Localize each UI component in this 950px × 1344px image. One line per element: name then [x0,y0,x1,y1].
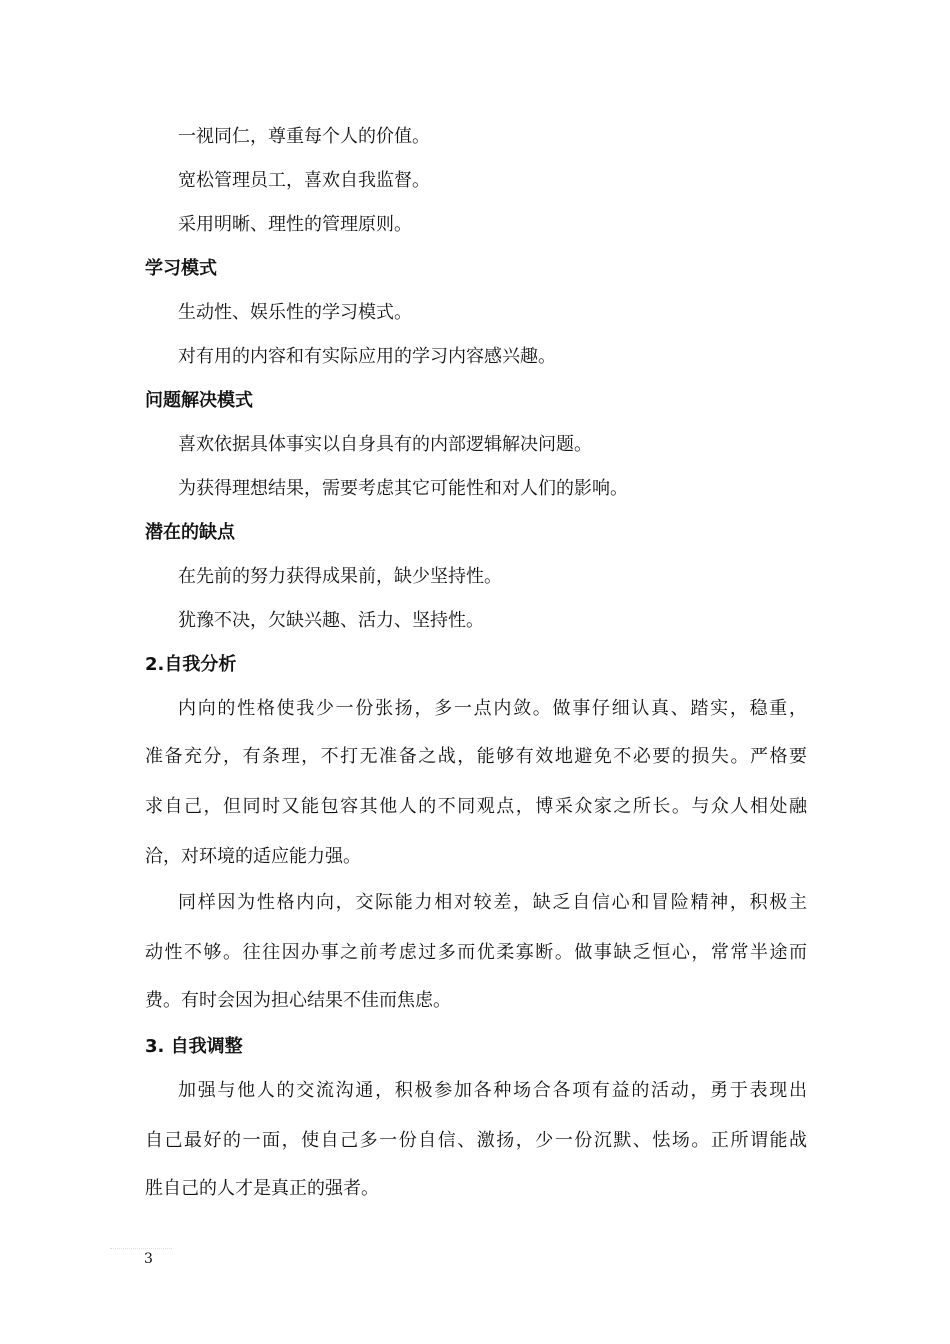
section-heading-self-analysis: 2.自我分析 [145,654,237,675]
section-heading-problem-solving: 问题解决模式 [145,390,253,411]
paragraph-line: 求自己，但同时又能包容其他人的不同观点，博采众家之所长。与众人相处融 [145,796,807,817]
paragraph-line: 加强与他人的交流沟通，积极参加各种场合各项有益的活动，勇于表现出 [178,1080,807,1101]
page-number: 3 [144,1251,153,1267]
body-line: 喜欢依据具体事实以自身具有的内部逻辑解决问题。 [178,434,592,455]
section-heading-self-adjustment: 3. 自我调整 [145,1036,243,1057]
body-line: 宽松管理员工，喜欢自我监督。 [178,170,430,191]
section-heading-learning-mode: 学习模式 [145,258,217,279]
footer-divider [110,1248,172,1249]
body-line: 采用明晰、理性的管理原则。 [178,214,412,235]
paragraph-line: 同样因为性格内向，交际能力相对较差，缺乏自信心和冒险精神，积极主 [178,892,807,913]
paragraph-line: 胜自己的人才是真正的强者。 [145,1178,379,1199]
paragraph-line: 洽，对环境的适应能力强。 [145,846,361,867]
paragraph-line: 内向的性格使我少一份张扬，多一点内敛。做事仔细认真、踏实，稳重， [178,698,807,719]
body-line: 在先前的努力获得成果前，缺少坚持性。 [178,566,502,587]
body-line: 为获得理想结果，需要考虑其它可能性和对人们的影响。 [178,478,628,499]
section-heading-potential-weakness: 潜在的缺点 [145,522,235,543]
body-line: 一视同仁，尊重每个人的价值。 [178,126,430,147]
paragraph-line: 自己最好的一面，使自己多一份自信、激扬，少一份沉默、怯场。正所谓能战 [145,1130,807,1151]
body-line: 对有用的内容和有实际应用的学习内容感兴趣。 [178,346,556,367]
paragraph-line: 动性不够。往往因办事之前考虑过多而优柔寡断。做事缺乏恒心，常常半途而 [145,942,807,963]
body-line: 生动性、娱乐性的学习模式。 [178,302,412,323]
paragraph-line: 费。有时会因为担心结果不佳而焦虑。 [145,990,451,1011]
body-line: 犹豫不决，欠缺兴趣、活力、坚持性。 [178,610,484,631]
paragraph-line: 准备充分，有条理，不打无准备之战，能够有效地避免不必要的损失。严格要 [145,746,807,767]
